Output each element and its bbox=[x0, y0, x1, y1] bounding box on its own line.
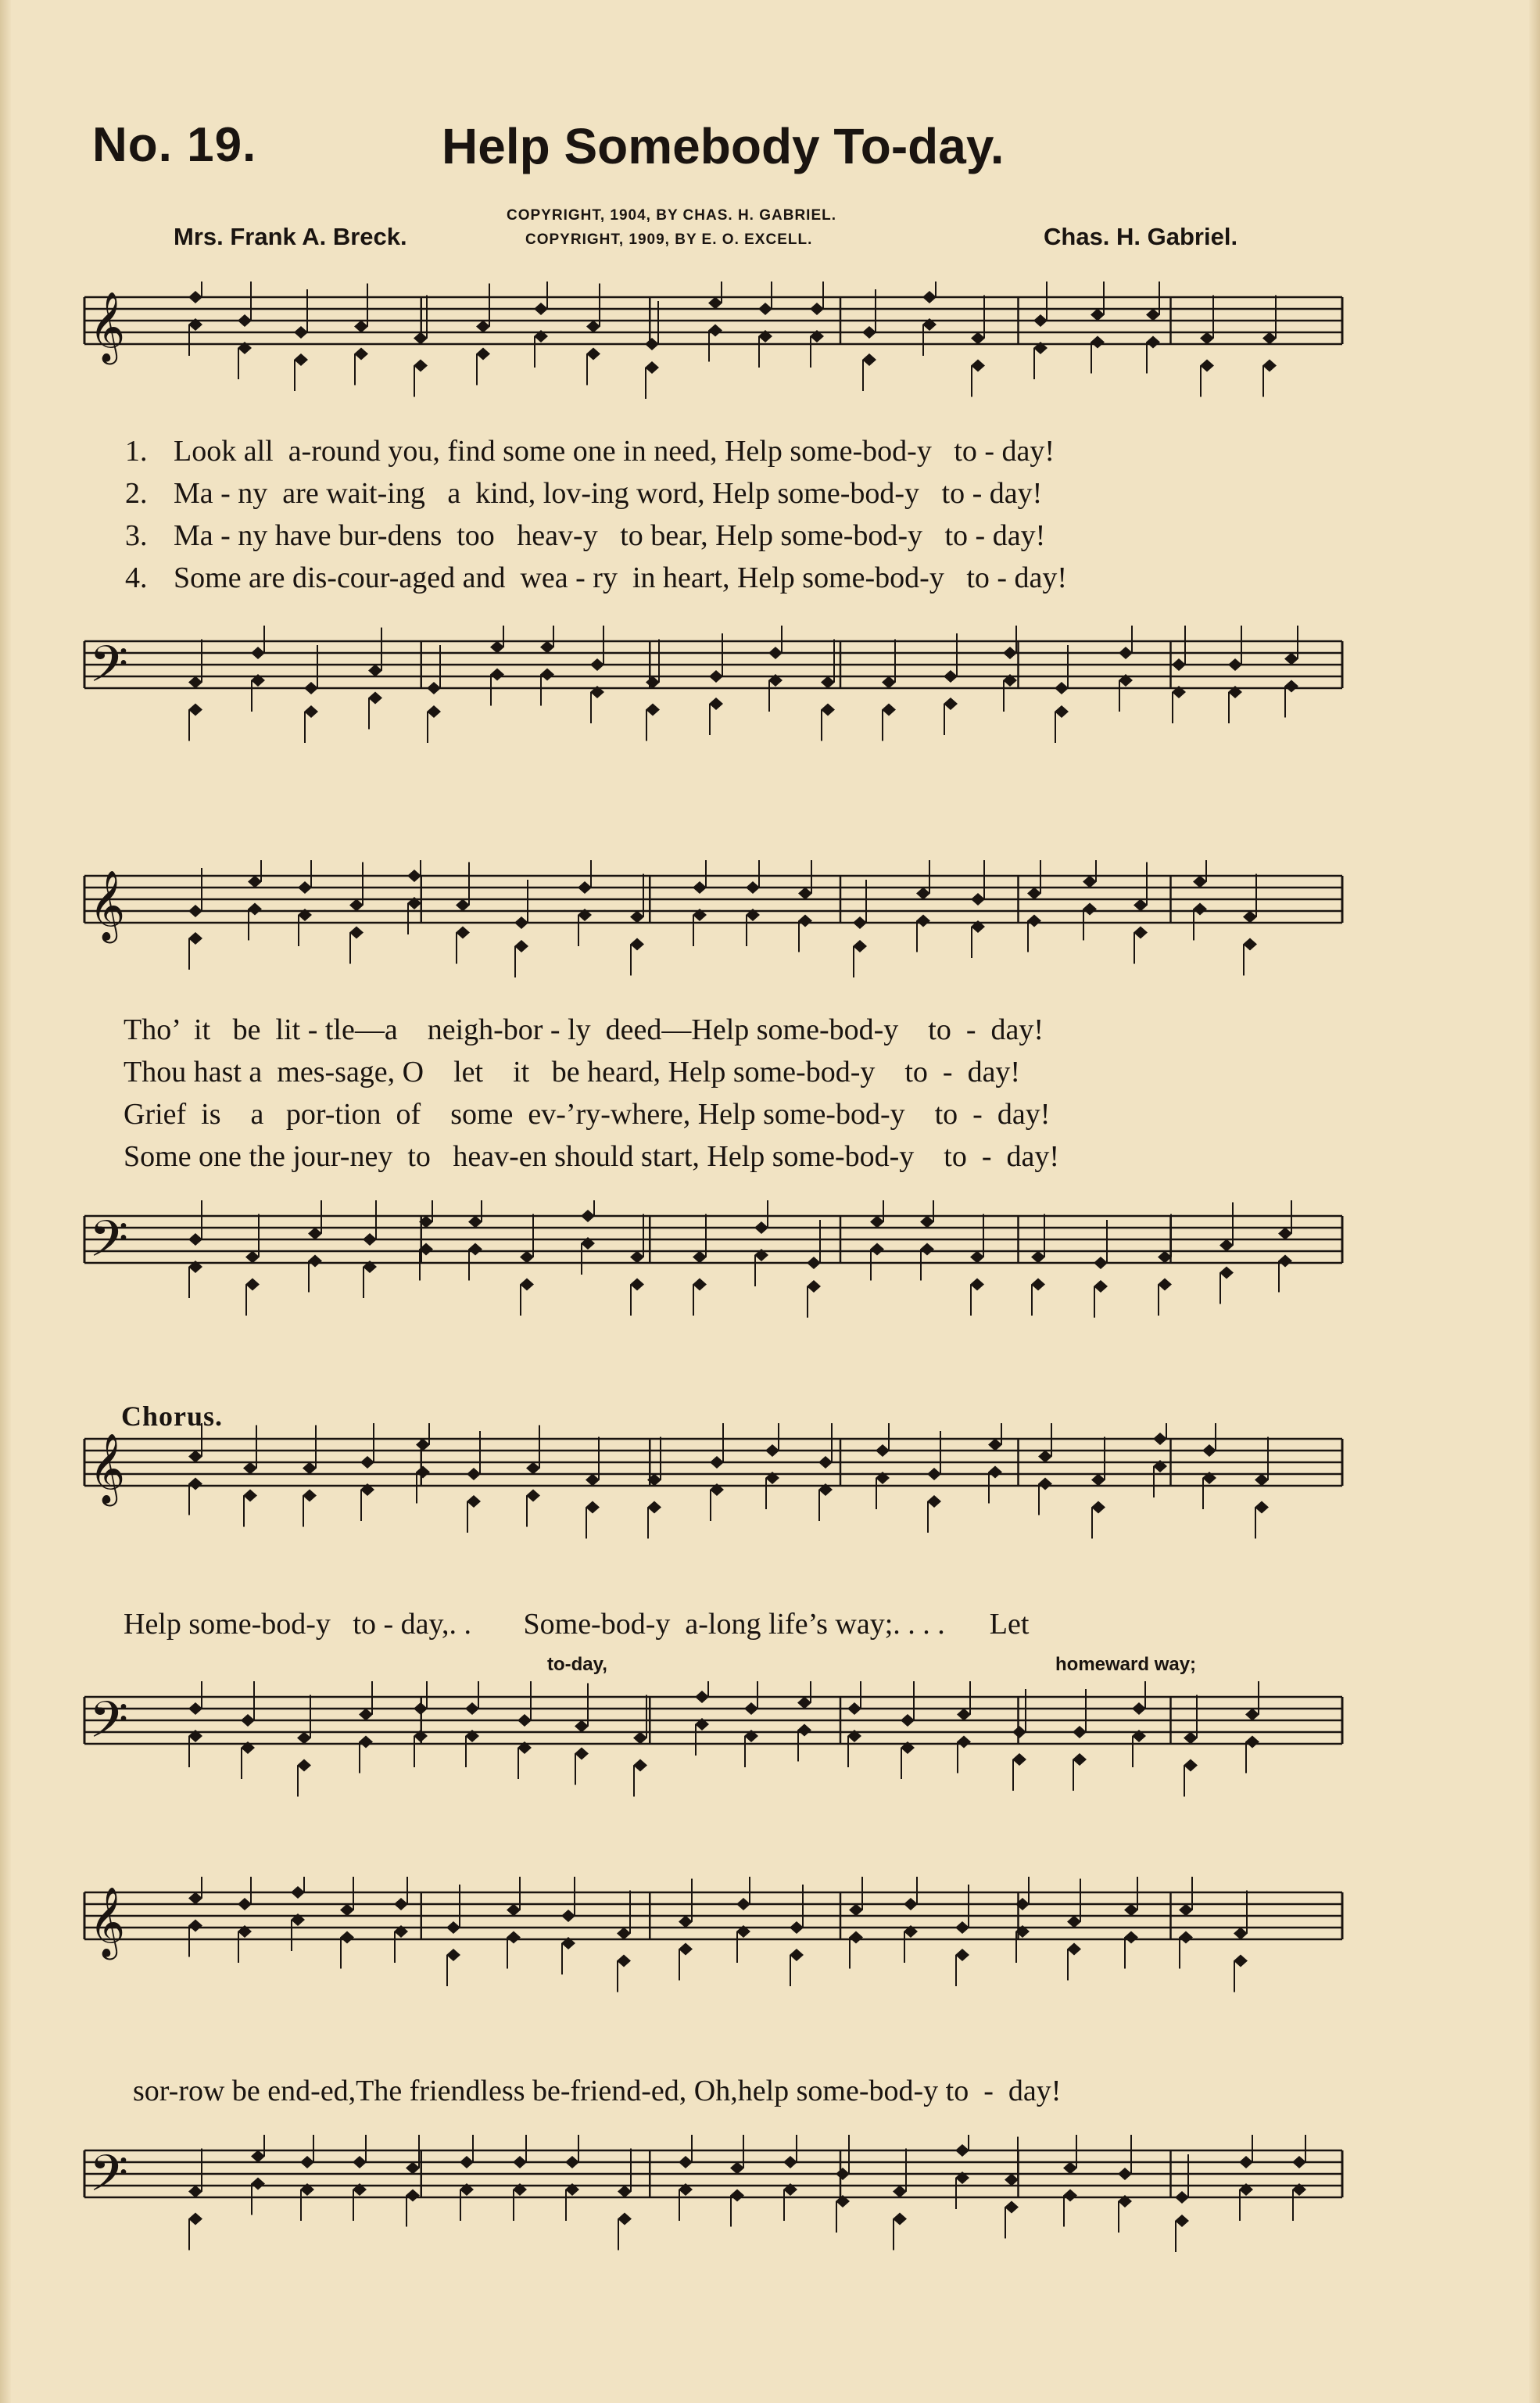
svg-text:𝄢: 𝄢 bbox=[89, 1210, 129, 1281]
chorus-bass-staff-2 bbox=[78, 2135, 1348, 2268]
verse-1-line-1: Look all a-round you, find some one in need, Help some-bod-y to - day! bbox=[174, 435, 1055, 468]
page-edge-right bbox=[1529, 0, 1540, 2403]
verse-4-line-1: Some are dis-cour-aged and wea - ry in heart, Help some-bod-y to - day! bbox=[174, 561, 1068, 594]
svg-text:𝄞: 𝄞 bbox=[89, 292, 126, 362]
verse-number: 1. bbox=[125, 435, 148, 468]
copyright-line-1: COPYRIGHT, 1904, BY CHAS. H. GABRIEL. bbox=[507, 207, 837, 224]
hymn-title: Help Somebody To-day. bbox=[442, 118, 1005, 174]
chorus-label: Chorus. bbox=[121, 1401, 224, 1432]
hymn-number: No. 19. bbox=[92, 118, 257, 172]
verse-3-line-1: Ma - ny have bur-dens too heav-y to bear, Help some-bod-y to - day! bbox=[174, 519, 1046, 552]
system-2-bass-staff bbox=[78, 1200, 1348, 1333]
svg-text:𝄢: 𝄢 bbox=[89, 636, 129, 706]
chorus-echo-1: to-day, bbox=[547, 1654, 607, 1675]
chorus-treble-staff-1 bbox=[78, 1423, 1348, 1580]
verse-2-line-2: Thou hast a mes-sage, O let it be heard, Help some-bod-y to - day! bbox=[124, 1056, 1021, 1089]
chorus-line-1: Help some-bod-y to - day,. . Some-bod-y a-long life’s way;. . . . Let bbox=[124, 1608, 1030, 1641]
verse-number: 2. bbox=[125, 477, 148, 510]
system-1-bass-staff bbox=[78, 626, 1348, 759]
verse-1-line-2: Tho’ it be lit - tle—a neigh-bor - ly deed—Help some-bod-y to - day! bbox=[124, 1013, 1044, 1046]
verse-number: 3. bbox=[125, 519, 148, 552]
verse-number: 4. bbox=[125, 561, 148, 594]
svg-text:𝄞: 𝄞 bbox=[89, 1887, 126, 1957]
verse-2-line-1: Ma - ny are wait-ing a kind, lov-ing word, Help some-bod-y to - day! bbox=[174, 477, 1043, 510]
chorus-line-2: sor-row be end-ed,The friendless be-friend-ed, Oh,help some-bod-y to - day! bbox=[133, 2075, 1062, 2107]
chorus-bass-staff-1 bbox=[78, 1681, 1348, 1814]
svg-text:𝄞: 𝄞 bbox=[89, 870, 126, 941]
chorus-echo-2: homeward way; bbox=[1055, 1654, 1197, 1675]
verse-3-line-2: Grief is a por-tion of some ev-’ry-where, Help some-bod-y to - day! bbox=[124, 1098, 1051, 1131]
system-2-treble-staff bbox=[78, 860, 1348, 993]
page-edge-left bbox=[0, 0, 11, 2403]
chorus-treble-staff-2 bbox=[78, 1877, 1348, 2033]
svg-text:𝄢: 𝄢 bbox=[89, 1691, 129, 1762]
system-1-treble-staff bbox=[78, 282, 1348, 414]
copyright-line-2: COPYRIGHT, 1909, BY E. O. EXCELL. bbox=[525, 231, 813, 248]
composer-credit: Chas. H. Gabriel. bbox=[1044, 223, 1238, 250]
svg-text:𝄢: 𝄢 bbox=[89, 2145, 129, 2215]
author-credit: Mrs. Frank A. Breck. bbox=[174, 223, 407, 250]
svg-text:𝄞: 𝄞 bbox=[89, 1433, 126, 1504]
verse-4-line-2: Some one the jour-ney to heav-en should start, Help some-bod-y to - day! bbox=[124, 1140, 1060, 1173]
